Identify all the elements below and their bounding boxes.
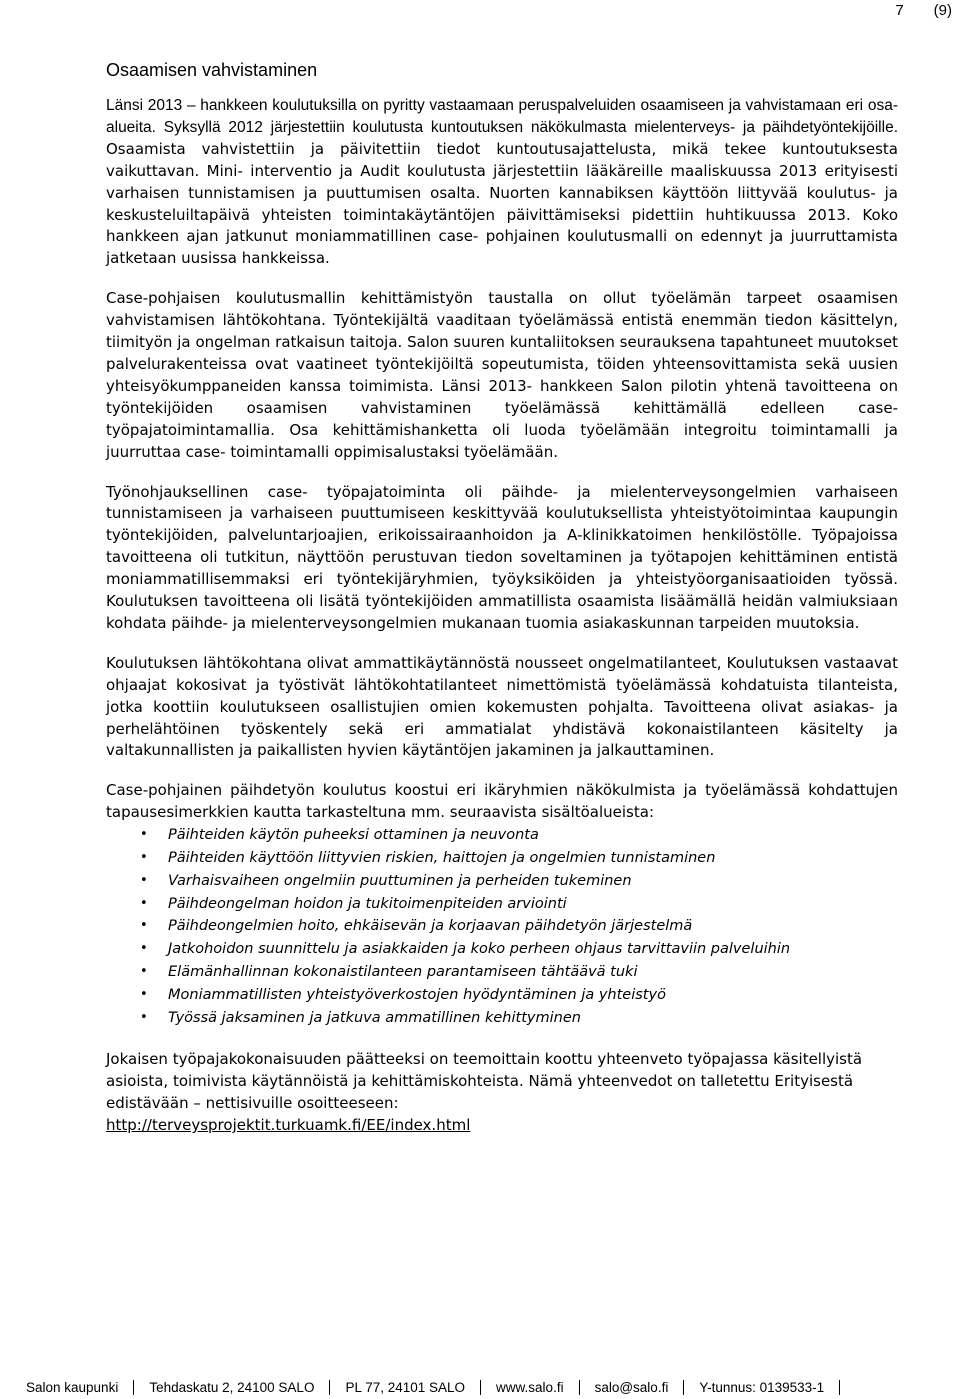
page-number (865, 2, 952, 19)
footer-divider (329, 1380, 330, 1395)
paragraph-summaries (106, 1049, 898, 1137)
list-item: • Varhaisvaiheen ongelmiin puuttuminen ja perheiden tukeminen (168, 870, 898, 893)
section-title: Osaamisen vahvistaminen (106, 60, 318, 80)
footer-divider (480, 1380, 481, 1395)
paragraph-summaries-text: Jokaisen työpajakokonaisuuden päätteeksi on teemoittain koottu yhteenveto työpajassa käsitellyistä asioista, toimivista käytännöistä ja kehittämiskohteista. Nämä yhteenvedot on talletettu Erityisestä edistävään – nettisivuille osoitteeseen: (106, 1050, 863, 1113)
list-item: • Moniammatillisten yhteistyöverkostojen hyödyntäminen ja yhteistyö (168, 984, 898, 1007)
list-item: • Päihdeongelman hoidon ja tukitoimenpiteiden arviointi (168, 893, 898, 916)
paragraph-starting-points: Koulutuksen lähtökohtana olivat ammattikäytännöstä nousseet ongelmatilanteet, Koulutuksen vastaavat ohjaajat kokosivat ja työstivät lähtökohtatilanteet nimettömistä työelämässä kohdatuista tilanteista, jotka koottiin koulutukseen osallistujien omien kokemusten pohjalta. Tavoitteena olivat asiakas- ja perhelähtöinen työskentely sekä eri ammatialat yhdistävä kokonaistilanteen käsitelty ja valtakunnallisten ja paikallisten hyvien käytäntöjen jakaminen ja jalkauttaminen. (106, 653, 898, 760)
list-item: • Työssä jaksaminen ja jatkuva ammatillinen kehittyminen (168, 1007, 898, 1030)
paragraph-content-areas: Case-pohjainen päihdetyön koulutus koostui eri ikäryhmien näkökulmista ja työelämässä kohdattujen tapausesimerkkien kautta tarkasteltuna mm. seuraavista sisältöalueista: (106, 781, 898, 822)
footer-org: Salon kaupunki (26, 1380, 119, 1395)
footer-divider (839, 1380, 840, 1395)
footer-website: www.salo.fi (496, 1380, 564, 1395)
project-website-link[interactable]: http://terveysprojektit.turkuamk.fi/EE/index.html (106, 1116, 471, 1135)
page-footer (0, 1376, 960, 1399)
list-item: • Päihteiden käyttöön liittyvien riskien, haittojen ja ongelmien tunnistaminen (168, 847, 898, 870)
page-current: 7 (895, 2, 904, 19)
footer-email: salo@salo.fi (594, 1380, 669, 1395)
footer-divider (133, 1380, 134, 1395)
paragraph-intro (106, 95, 898, 270)
document-body (106, 60, 898, 1155)
footer-business-id: Y-tunnus: 0139533-1 (699, 1380, 825, 1395)
topic-list (106, 824, 898, 1029)
footer-street-address: Tehdaskatu 2, 24100 SALO (149, 1380, 315, 1395)
footer-divider (579, 1380, 580, 1395)
footer-po-box: PL 77, 24101 SALO (345, 1380, 466, 1395)
paragraph-intro-lead: Länsi 2013 – hankkeen koulutuksilla on pyritty vastaamaan peruspalveluiden osaamiseen ja vahvistamaan eri osa-alueita. Syksyllä 2012 järjestettiin koulutusta kuntoutuksen näkökulmasta mielenterveys- ja päihdetyöntekijöille. (106, 97, 898, 136)
footer-divider (683, 1380, 684, 1395)
list-item: • Elämänhallinnan kokonaistilanteen parantamiseen tähtäävä tuki (168, 961, 898, 984)
paragraph-case-model: Case-pohjaisen koulutusmallin kehittämistyön taustalla on ollut työelämän tarpeet osaamisen vahvistamisen lähtökohtana. Työntekijältä vaaditaan työelämässä entistä enemmän tiedon käsittelyn, tiimityön ja ongelman ratkaisun taitoja. Salon suuren kuntaliitoksen seurauksena tapahtuneet muutokset palvelurakenteissa ovat vaatineet työntekijöiltä sopeutumista, töiden yhteensovittamista sekä uusien yhteisyökumppaneiden kanssa toimimista. Länsi 2013- hankkeen Salon pilotin yhtenä tavoitteena on työntekijöiden osaamisen vahvistaminen työelämässä kehittämällä edelleen case- työpajatoimintamallia. Osa kehittämishanketta oli luoda työelämään integroitu toimintamalli ja juurruttaa case- toimintamalli oppimisalustaksi työelämään. (106, 289, 898, 461)
page-total: (9) (933, 2, 952, 19)
list-item: • Päihteiden käytön puheeksi ottaminen ja neuvonta (168, 824, 898, 847)
paragraph-workshops: Työnohjauksellinen case- työpajatoiminta oli päihde- ja mielenterveysongelmien varhaiseen tunnistamiseen ja varhaiseen puuttumiseen keskittyvää koulutuksellista yhteistyötoimintaa kaupungin työntekijöiden, palveluntarjoajien, erikoissairaanhoidon ja A-klinikkatoimen henkilöstölle. Työpajoissa tavoitteena oli tutkitun, näyttöön perustuvan tiedon soveltaminen ja työtapojen kehittäminen entistä moniammatillisemmaksi eri työntekijäryhmien, työyksiköiden ja yhteistyöorganisaatioiden työssä. Koulutuksen tavoitteena oli lisätä työntekijöiden ammatillista osaamista lisäämällä heidän valmiuksiaan kohdata päihde- ja mielenterveysongelmien mukanaan tuomia asiakaskunnan tarpeiden muutoksia. (106, 482, 898, 632)
list-item: • Päihdeongelmien hoito, ehkäisevän ja korjaavan päihdetyön järjestelmä (168, 915, 898, 938)
paragraph-intro-rest: Osaamista vahvistettiin ja päivitettiin tiedot kuntoutusajattelusta, mikä tekee kuntoutuksesta vaikuttavan. Mini- interventio ja Audit koulutusta järjestettiin lääkäreille maaliskuussa 2013 erityisesti varhaisen tunnistamisen ja puuttumisen osalta. Nuorten kannabiksen käyttöön liittyvää koulutus- ja keskusteluiltapäivä yhteisten toimintakäytäntöjen päivittämiseksi pidettiin huhtikuussa 2013. Koko hankkeen ajan jatkunut moniammatillinen case- pohjainen koulutusmalli on edennyt ja juurruttamista jatketaan uusissa hankkeissa. (106, 139, 898, 268)
list-item: • Jatkohoidon suunnittelu ja asiakkaiden ja koko perheen ohjaus tarvittaviin palveluihin (168, 938, 898, 961)
